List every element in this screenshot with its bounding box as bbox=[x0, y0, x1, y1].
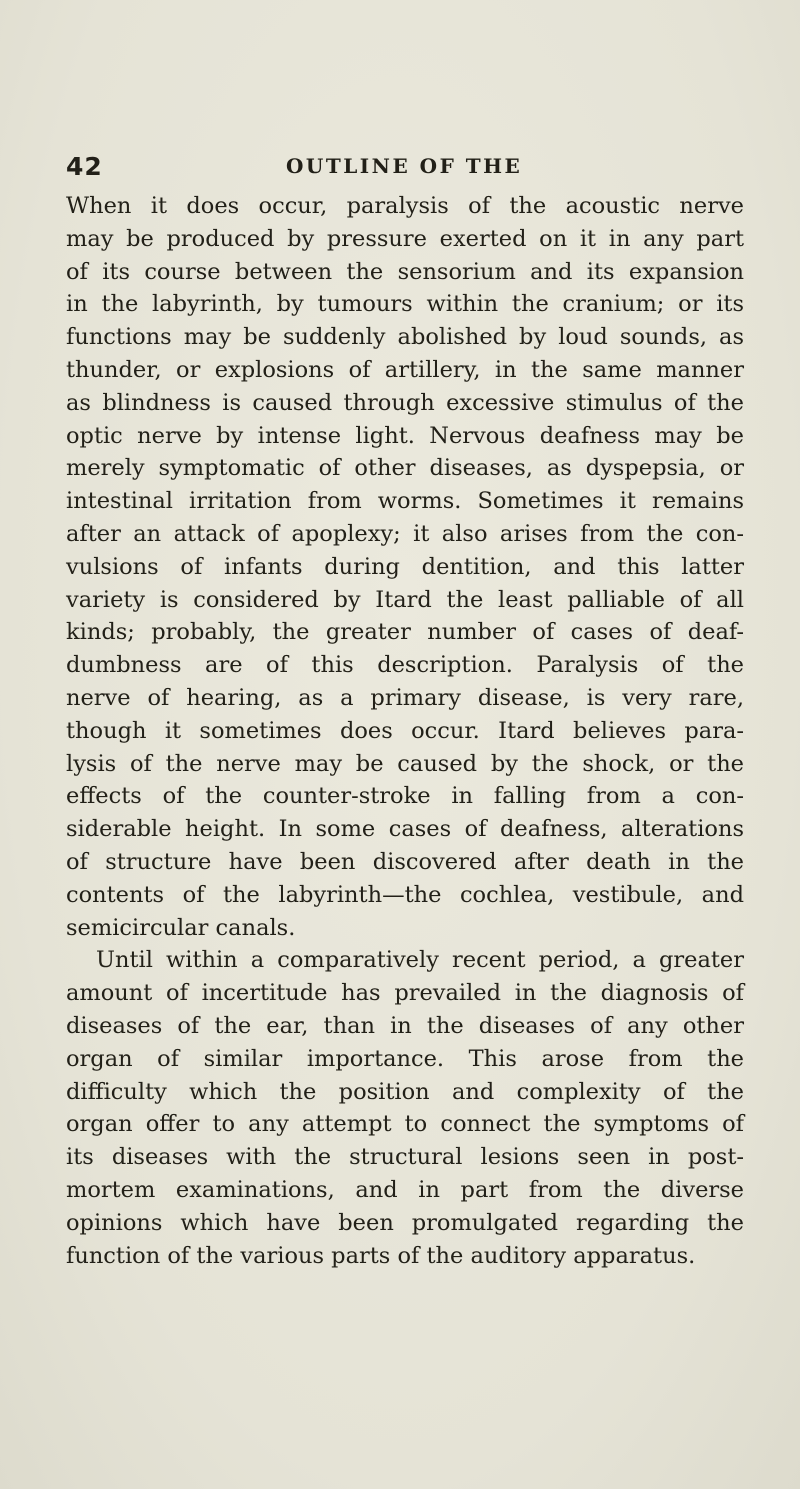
text-line: intestinal irritation from worms. Sometimes it remains bbox=[66, 488, 744, 515]
text-line: in the labyrinth, by tumours within the cranium; or its bbox=[66, 291, 744, 318]
text-line: mortem examinations, and in part from the diverse bbox=[66, 1176, 744, 1203]
running-head: OUTLINE OF THE bbox=[286, 154, 523, 178]
text-line: difficulty which the position and complexity of the bbox=[66, 1078, 744, 1105]
text-line: vulsions of infants during dentition, and this latter bbox=[66, 553, 744, 580]
page-number: 42 bbox=[66, 152, 103, 181]
text-line: may be produced by pressure exerted on it in any part bbox=[66, 225, 744, 252]
text-line: opinions which have been promulgated regarding the bbox=[66, 1209, 744, 1236]
text-line: siderable height. In some cases of deafness, alterations bbox=[66, 816, 744, 843]
page-header bbox=[66, 152, 766, 186]
text-line: kinds; probably, the greater number of cases of deaf- bbox=[66, 619, 744, 646]
text-line: variety is considered by Itard the least palliable of all bbox=[66, 586, 744, 613]
text-line: functions may be suddenly abolished by loud sounds, as bbox=[66, 324, 744, 351]
text-line: contents of the labyrinth—the cochlea, vestibule, and bbox=[66, 881, 744, 908]
text-line: nerve of hearing, as a primary disease, is very rare, bbox=[66, 684, 744, 711]
text-line: organ of similar importance. This arose from the bbox=[66, 1045, 744, 1072]
body-text bbox=[66, 190, 744, 1272]
text-line: of its course between the sensorium and its expansion bbox=[66, 258, 744, 285]
text-line: after an attack of apoplexy; it also arises from the con- bbox=[66, 520, 744, 547]
text-line: Until within a comparatively recent period, a greater bbox=[96, 947, 744, 974]
text-line: effects of the counter-stroke in falling from a con- bbox=[66, 783, 744, 810]
text-line: thunder, or explosions of artillery, in the same manner bbox=[66, 356, 744, 383]
text-line: though it sometimes does occur. Itard believes para- bbox=[66, 717, 744, 744]
text-line: as blindness is caused through excessive stimulus of the bbox=[66, 389, 744, 416]
text-line: amount of incertitude has prevailed in the diagnosis of bbox=[66, 980, 744, 1007]
text-line: merely symptomatic of other diseases, as dyspepsia, or bbox=[66, 455, 744, 482]
paragraph-1 bbox=[66, 190, 744, 944]
text-line: of structure have been discovered after death in the bbox=[66, 848, 744, 875]
text-line: optic nerve by intense light. Nervous deafness may be bbox=[66, 422, 744, 449]
text-line: lysis of the nerve may be caused by the shock, or the bbox=[66, 750, 744, 777]
text-line: its diseases with the structural lesions seen in post- bbox=[66, 1144, 744, 1171]
text-line: dumbness are of this description. Paralysis of the bbox=[66, 652, 744, 679]
paragraph-2 bbox=[66, 944, 744, 1272]
text-line: diseases of the ear, than in the diseases of any other bbox=[66, 1012, 744, 1039]
text-line: function of the various parts of the auditory apparatus. bbox=[66, 1242, 696, 1269]
text-line: organ offer to any attempt to connect the symptoms of bbox=[66, 1111, 744, 1138]
text-line: When it does occur, paralysis of the acoustic nerve bbox=[66, 193, 744, 219]
text-line: semicircular canals. bbox=[66, 914, 296, 941]
